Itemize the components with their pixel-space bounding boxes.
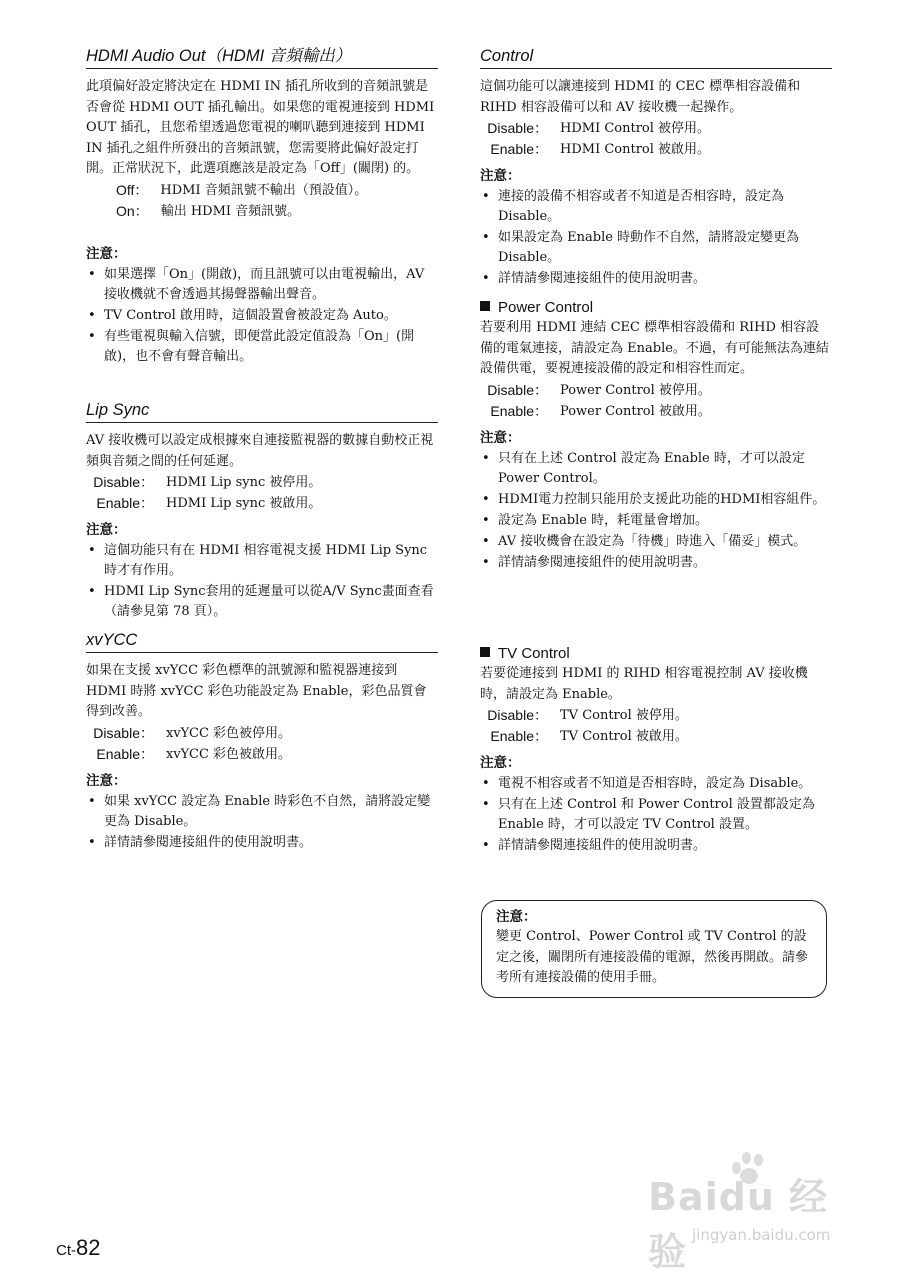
note-item: • 這個功能只有在 HDMI 相容電視支援 HDMI Lip Sync 時才有作用。 bbox=[86, 541, 438, 581]
option-value: xvYCC 彩色被停用。 bbox=[166, 725, 292, 741]
option-value: 輸出 HDMI 音頻訊號。 bbox=[160, 203, 301, 219]
section-body: 此項偏好設定將決定在 HDMI IN 插孔所收到的音頻訊號是否會從 HDMI OUT 插孔輸出。如果您的電視連接到 HDMI OUT 插孔，且您希望透過您電視的喇叭聽到連接到 HDMI IN 插孔之組件所發出的音頻訊號，您需要將此偏好設定打開。正常狀況下，此選項應該是設定為「Off」(關閉) 的。 bbox=[86, 79, 435, 176]
option-row bbox=[484, 139, 832, 160]
option-key: Disable： bbox=[487, 707, 548, 723]
note-item: • 如果選擇「On」(開啟)，而且訊號可以由電視輸出，AV 接收機就不會透過其揚聲器輸出聲音。 bbox=[86, 265, 438, 305]
note-item: • 如果 xvYCC 設定為 Enable 時彩色不自然，請將設定變更為 Disable。 bbox=[86, 792, 438, 832]
watermark bbox=[648, 1160, 856, 1274]
tv-control-section bbox=[480, 636, 832, 856]
section-body: AV 接收機可以設定成根據來自連接監視器的數據自動校正視頻與音頻之間的任何延遲。 bbox=[86, 433, 434, 469]
option-key: On： bbox=[116, 202, 149, 219]
note-list bbox=[86, 541, 438, 622]
option-value: Power Control 被啟用。 bbox=[560, 403, 711, 419]
section-title: xvYCC bbox=[86, 630, 438, 653]
note-list bbox=[86, 792, 438, 853]
section-title: HDMI Audio Out（HDMI 音頻輸出） bbox=[86, 46, 438, 69]
square-bullet-icon bbox=[480, 301, 490, 311]
section-body: 若要從連接到 HDMI 的 RIHD 相容電視控制 AV 接收機時，請設定為 Enable。 bbox=[480, 666, 808, 702]
option-value: HDMI Lip sync 被停用。 bbox=[166, 475, 322, 490]
option-row bbox=[90, 744, 438, 765]
option-key: Disable： bbox=[93, 474, 154, 490]
option-key: Disable： bbox=[487, 381, 548, 398]
option-row bbox=[116, 180, 438, 201]
note-item: • 詳情請參閱連接組件的使用說明書。 bbox=[480, 553, 832, 573]
option-key: Enable： bbox=[96, 495, 154, 511]
hdmi-audio-out-section bbox=[86, 46, 438, 367]
option-value: TV Control 被啟用。 bbox=[560, 729, 688, 744]
note-item: • 詳情請參閱連接組件的使用說明書。 bbox=[480, 836, 832, 856]
option-value: xvYCC 彩色被啟用。 bbox=[166, 746, 292, 762]
note-heading: 注意： bbox=[480, 168, 521, 184]
note-item: • HDMI電力控制只能用於支援此功能的HDMI相容組件。 bbox=[480, 490, 832, 510]
note-box-text: 變更 Control、Power Control 或 TV Control 的設定之後，關閉所有連接設備的電源，然後再開啟。請參考所有連接設備的使用手冊。 bbox=[496, 929, 809, 985]
note-list bbox=[480, 774, 832, 856]
page-prefix: Ct- bbox=[56, 1242, 76, 1259]
option-value: Power Control 被停用。 bbox=[560, 382, 711, 398]
note-heading: 注意： bbox=[480, 429, 521, 446]
option-row bbox=[90, 472, 438, 493]
section-title: Control bbox=[480, 46, 832, 69]
page-number bbox=[56, 1235, 100, 1261]
note-heading: 注意： bbox=[86, 522, 127, 538]
power-control-section bbox=[480, 290, 832, 573]
note-heading: 注意： bbox=[480, 755, 521, 771]
watermark-url: jingyan.baidu.com bbox=[692, 1226, 831, 1244]
section-title: Lip Sync bbox=[86, 400, 438, 423]
note-item: • 連接的設備不相容或者不知道是否相容時，設定為 Disable。 bbox=[480, 187, 832, 227]
note-item: • 詳情請參閱連接組件的使用說明書。 bbox=[480, 269, 832, 289]
subsection-title bbox=[480, 644, 832, 664]
page-number-value: 82 bbox=[76, 1235, 101, 1260]
note-list bbox=[480, 449, 832, 573]
square-bullet-icon bbox=[480, 647, 490, 657]
option-key: Disable： bbox=[93, 724, 154, 741]
note-item: • 有些電視與輸入信號，即便當此設定值設為「On」(開啟)，也不會有聲音輸出。 bbox=[86, 327, 438, 367]
option-row bbox=[484, 705, 832, 726]
section-body: 如果在支援 xvYCC 彩色標準的訊號源和監視器連接到 HDMI 時將 xvYCC 彩色功能設定為 Enable，彩色品質會得到改善。 bbox=[86, 663, 427, 719]
subsection-title-text: Power Control bbox=[498, 299, 594, 316]
note-item: • AV 接收機會在設定為「待機」時進入「備妥」模式。 bbox=[480, 532, 832, 552]
note-item: • 只有在上述 Control 和 Power Control 設置都設定為 Enable 時，才可以設定 TV Control 設置。 bbox=[480, 795, 832, 835]
option-key: Enable： bbox=[490, 402, 548, 419]
note-item: • TV Control 啟用時，這個設置會被設定為 Auto。 bbox=[86, 306, 438, 326]
note-item: • 詳情請參閱連接組件的使用說明書。 bbox=[86, 833, 438, 853]
note-heading: 注意： bbox=[86, 245, 127, 262]
subsection-title bbox=[480, 298, 832, 318]
lip-sync-section bbox=[86, 400, 438, 622]
note-heading: 注意： bbox=[86, 772, 127, 789]
note-item: • 電視不相容或者不知道是否相容時，設定為 Disable。 bbox=[480, 774, 832, 794]
option-row bbox=[484, 118, 832, 139]
note-item: • 只有在上述 Control 設定為 Enable 時，才可以設定 Power Control。 bbox=[480, 449, 832, 489]
xvycc-section bbox=[86, 630, 438, 853]
note-box-heading: 注意： bbox=[496, 909, 537, 925]
section-body: 若要利用 HDMI 連結 CEC 標準相容設備和 RIHD 相容設備的電氣連接，請設定為 Enable。不過，有可能無法為連結設備供電，要視連接設備的設定和相容性而定。 bbox=[480, 320, 829, 376]
option-value: HDMI Control 被停用。 bbox=[560, 121, 711, 136]
option-value: HDMI 音頻訊號不輸出（預設值）。 bbox=[160, 182, 368, 198]
note-item: • 如果設定為 Enable 時動作不自然，請將設定變更為 Disable。 bbox=[480, 228, 832, 268]
option-value: HDMI Control 被啟用。 bbox=[560, 142, 711, 157]
note-item: • HDMI Lip Sync套用的延遲量可以從A/V Sync畫面查看（請參見第 78 頁）。 bbox=[86, 582, 438, 622]
control-section bbox=[480, 46, 832, 289]
subsection-title-text: TV Control bbox=[498, 645, 570, 662]
option-value: TV Control 被停用。 bbox=[560, 708, 688, 723]
option-key: Enable： bbox=[490, 728, 548, 744]
option-key: Enable： bbox=[96, 745, 154, 762]
note-item: • 設定為 Enable 時，耗電量會增加。 bbox=[480, 511, 832, 531]
option-row bbox=[484, 401, 832, 422]
option-key: Enable： bbox=[490, 141, 548, 157]
option-row bbox=[90, 723, 438, 744]
note-box bbox=[481, 900, 827, 998]
section-body: 這個功能可以讓連接到 HDMI 的 CEC 標準相容設備和 RIHD 相容設備可以和 AV 接收機一起操作。 bbox=[480, 79, 801, 115]
watermark-logo: Baidu 经验 bbox=[648, 1175, 829, 1274]
option-row bbox=[484, 380, 832, 401]
note-list bbox=[86, 265, 438, 367]
option-value: HDMI Lip sync 被啟用。 bbox=[166, 496, 322, 511]
option-key: Off： bbox=[116, 181, 149, 198]
option-row bbox=[90, 493, 438, 514]
option-row bbox=[484, 726, 832, 747]
option-row bbox=[116, 201, 438, 222]
option-key: Disable： bbox=[487, 120, 548, 136]
note-list bbox=[480, 187, 832, 289]
